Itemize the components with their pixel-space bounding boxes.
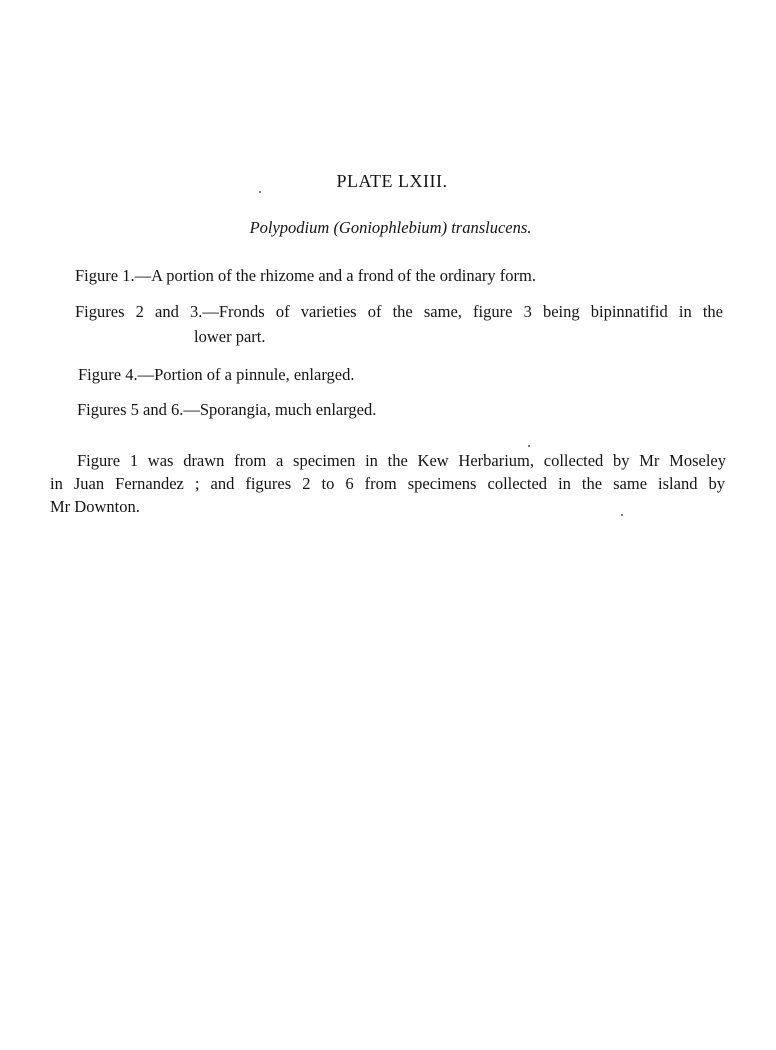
species-subgenus: (Goniophlebium): [333, 218, 448, 237]
paper-speck: [621, 514, 623, 516]
figure-4-caption: Figure 4.—Portion of a pinnule, enlarged.: [78, 365, 355, 384]
species-epithet: translucens.: [451, 218, 532, 237]
note-line-3: Mr Downton.: [50, 497, 140, 516]
species-genus: Polypodium: [249, 218, 330, 237]
figures-2-3-caption-line1: Figures 2 and 3.—Fronds of varieties of the same, figure 3 being bipinnatifid in the: [75, 302, 723, 321]
note-line-2: in Juan Fernandez ; and figures 2 to 6 from specimens collected in the same island by: [50, 474, 725, 493]
figures-2-3-caption-line2: lower part.: [194, 327, 266, 346]
paper-speck: [259, 191, 261, 193]
species-name: [0, 218, 776, 238]
paper-speck: [528, 445, 530, 447]
figures-5-6-caption: Figures 5 and 6.—Sporangia, much enlarged.: [77, 400, 377, 419]
plate-title: PLATE LXIII.: [336, 171, 448, 191]
figure-1-caption: Figure 1.—A portion of the rhizome and a frond of the ordinary form.: [75, 266, 536, 285]
note-line-1: Figure 1 was drawn from a specimen in the Kew Herbarium, collected by Mr Moseley: [77, 451, 726, 470]
